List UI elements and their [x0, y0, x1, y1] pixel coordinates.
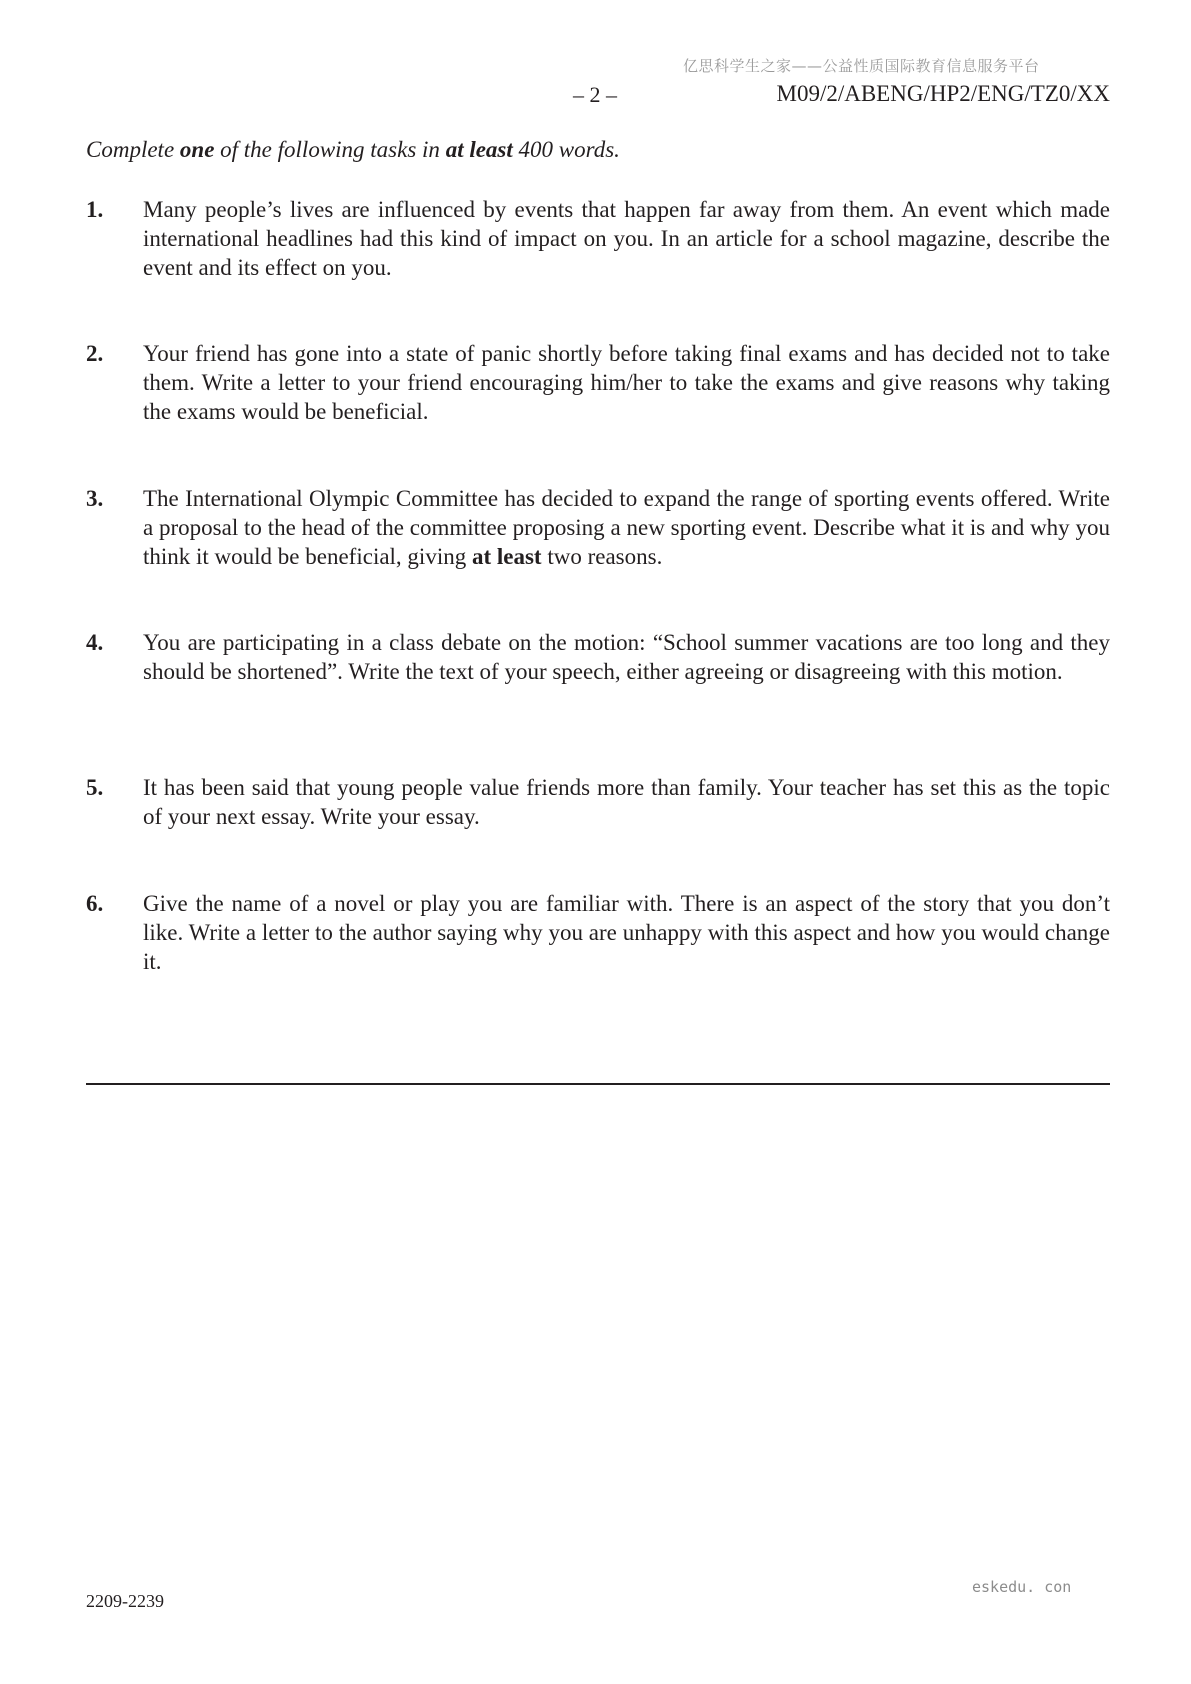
task-number: 1. — [86, 197, 104, 222]
task-number: 6. — [86, 891, 104, 916]
task-text: You are participating in a class debate on the motion: “School summer vacations are too long and they should be shortened”. Write the text of your speech, either agreeing or disagreeing with this motion. — [143, 630, 1110, 684]
divider-rule — [86, 1083, 1110, 1085]
task-item-3 — [86, 484, 1110, 571]
instruction-bold-one: one — [179, 137, 215, 162]
instruction-part-3: 400 words. — [512, 137, 620, 162]
task-text-before: The International Olympic Committee has decided to expand the range of sporting events offered. Write a proposal to the head of the committee proposing a new sporting event. Describe what it is and why you think it would be beneficial, giving — [143, 486, 1110, 569]
task-item-1 — [86, 195, 1110, 282]
watermark-header-text: 亿思科学生之家——公益性质国际教育信息服务平台 — [683, 57, 1040, 75]
task-item-2 — [86, 339, 1110, 426]
page-number: – 2 – — [573, 82, 617, 107]
instruction-bold-at-least: at least — [445, 137, 513, 162]
task-text: Many people’s lives are influenced by events that happen far away from them. An event which made international headlines had this kind of impact on you. In an article for a school magazine, describe the event and its effect on you. — [143, 197, 1110, 280]
task-text-after: two reasons. — [541, 544, 663, 569]
task-text: Give the name of a novel or play you are familiar with. There is an aspect of the story that you don’t like. Write a letter to the author saying why you are unhappy with this aspect and how you would change it. — [143, 891, 1110, 974]
task-text-bold: at least — [471, 544, 542, 569]
task-number: 4. — [86, 630, 104, 655]
paper-code: M09/2/ABENG/HP2/ENG/TZ0/XX — [776, 81, 1110, 106]
task-text — [143, 484, 1110, 571]
task-item-5 — [86, 773, 1110, 831]
instruction-part-1: Complete — [86, 137, 180, 162]
task-text: It has been said that young people value friends more than family. Your teacher has set this as the topic of your next essay. Write your essay. — [143, 775, 1110, 829]
footer-code: 2209-2239 — [86, 1591, 164, 1611]
instruction-part-2: of the following tasks in — [214, 137, 446, 162]
task-item-4 — [86, 628, 1110, 686]
task-number: 2. — [86, 341, 104, 366]
task-text: Your friend has gone into a state of panic shortly before taking final exams and has decided not to take them. Write a letter to your friend encouraging him/her to take the exams and give reasons why taking the exams would be beneficial. — [143, 341, 1110, 424]
task-number: 5. — [86, 775, 104, 800]
instruction-text — [86, 137, 620, 163]
task-item-6 — [86, 889, 1110, 976]
task-number: 3. — [86, 486, 104, 511]
watermark-footer-text: eskedu. con — [972, 1578, 1072, 1596]
